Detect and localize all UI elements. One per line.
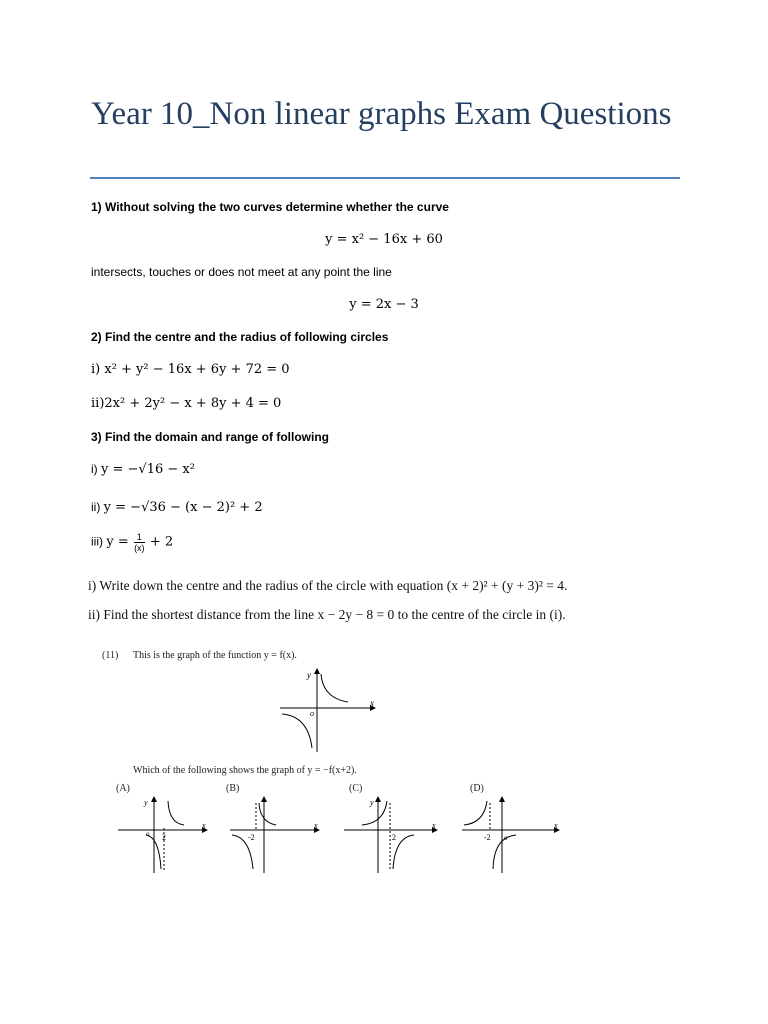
q3-prompt: 3) Find the domain and range of following bbox=[91, 430, 329, 444]
q4-part-ii: ii) Find the shortest distance from the line x − 2y − 8 = 0 to the centre of the circle in (i). bbox=[88, 607, 566, 622]
option-b-label: (B) bbox=[226, 783, 240, 794]
q3-item-iii bbox=[91, 532, 173, 553]
curve-branch-upper bbox=[259, 803, 276, 825]
title-divider bbox=[90, 177, 680, 179]
q1-curve-equation: y = x² − 16x + 60 bbox=[325, 232, 443, 247]
curve-branch-upper bbox=[168, 801, 184, 825]
tick-label: 2 bbox=[392, 833, 396, 842]
q1-line-equation: y = 2x − 3 bbox=[349, 297, 419, 312]
q1-prompt: 1) Without solving the two curves determine whether the curve bbox=[91, 200, 449, 214]
curve-branch-upper bbox=[362, 801, 387, 825]
q11-number: (11) bbox=[102, 650, 119, 661]
option-d-graph bbox=[460, 795, 564, 875]
origin-label: o bbox=[504, 834, 508, 842]
page-title: Year 10_Non linear graphs Exam Questions bbox=[91, 96, 672, 132]
q4-part-i: i) Write down the centre and the radius of the circle with equation (x + 2)² + (y + 3)² = 4. bbox=[88, 578, 568, 593]
y-axis-label: y bbox=[144, 798, 148, 807]
y-axis-label: y bbox=[307, 670, 311, 680]
option-a-graph bbox=[116, 795, 212, 875]
x-axis-label: x bbox=[314, 821, 318, 830]
q3-iii-lhs: y = bbox=[106, 534, 129, 550]
q2-prompt: 2) Find the centre and the radius of following circles bbox=[91, 330, 389, 344]
y-axis-arrow-icon bbox=[314, 668, 320, 674]
curve-branch-upper bbox=[321, 674, 348, 702]
option-a-label: (A) bbox=[116, 783, 130, 794]
fraction-denominator: (x) bbox=[134, 543, 145, 553]
option-d-label: (D) bbox=[470, 783, 484, 794]
tick-label: -2 bbox=[248, 833, 255, 842]
y-axis-arrow-icon bbox=[499, 796, 505, 802]
curve-branch-upper bbox=[464, 801, 487, 825]
option-b-graph bbox=[228, 795, 324, 875]
y-axis-label: y bbox=[370, 798, 374, 807]
q3-i-expression: y = −√16 − x² bbox=[101, 462, 195, 477]
f-x-graph bbox=[280, 668, 380, 754]
q1-mid-text: intersects, touches or does not meet at any point the line bbox=[91, 265, 392, 279]
q3-item-ii bbox=[91, 500, 263, 515]
q2-circle-ii: ii)2x² + 2y² − x + 8y + 4 = 0 bbox=[91, 396, 282, 411]
q3-iii-fraction bbox=[134, 532, 145, 553]
x-axis-label: x bbox=[202, 821, 206, 830]
q3-item-i bbox=[91, 462, 195, 477]
x-axis-label: x bbox=[370, 698, 374, 708]
y-axis-arrow-icon bbox=[151, 796, 157, 802]
q3-iii-rhs: + 2 bbox=[149, 534, 174, 550]
y-axis-arrow-icon bbox=[261, 796, 267, 802]
q2-circle-i: i) x² + y² − 16x + 6y + 72 = 0 bbox=[91, 362, 290, 377]
tick-label: 2 bbox=[162, 833, 166, 842]
q3-ii-expression: y = −√36 − (x − 2)² + 2 bbox=[103, 500, 263, 515]
origin-label: o bbox=[310, 709, 314, 718]
q3-ii-label: ii) bbox=[91, 500, 101, 514]
fraction-numerator: 1 bbox=[134, 532, 145, 543]
y-axis-arrow-icon bbox=[375, 796, 381, 802]
tick-label: -2 bbox=[484, 833, 491, 842]
option-c-graph bbox=[342, 795, 442, 875]
curve-branch-lower bbox=[393, 835, 414, 869]
q3-iii-label: iii) bbox=[91, 534, 103, 549]
q11-prompt: This is the graph of the function y = f(x). bbox=[133, 650, 297, 661]
origin-label: o bbox=[146, 830, 150, 838]
option-c-label: (C) bbox=[349, 783, 363, 794]
q11-which-text: Which of the following shows the graph of y = −f(x+2). bbox=[133, 765, 357, 776]
x-axis-label: x bbox=[554, 821, 558, 830]
x-axis-label: x bbox=[432, 821, 436, 830]
curve-branch-lower bbox=[282, 714, 312, 748]
q3-i-label: i) bbox=[91, 462, 98, 476]
